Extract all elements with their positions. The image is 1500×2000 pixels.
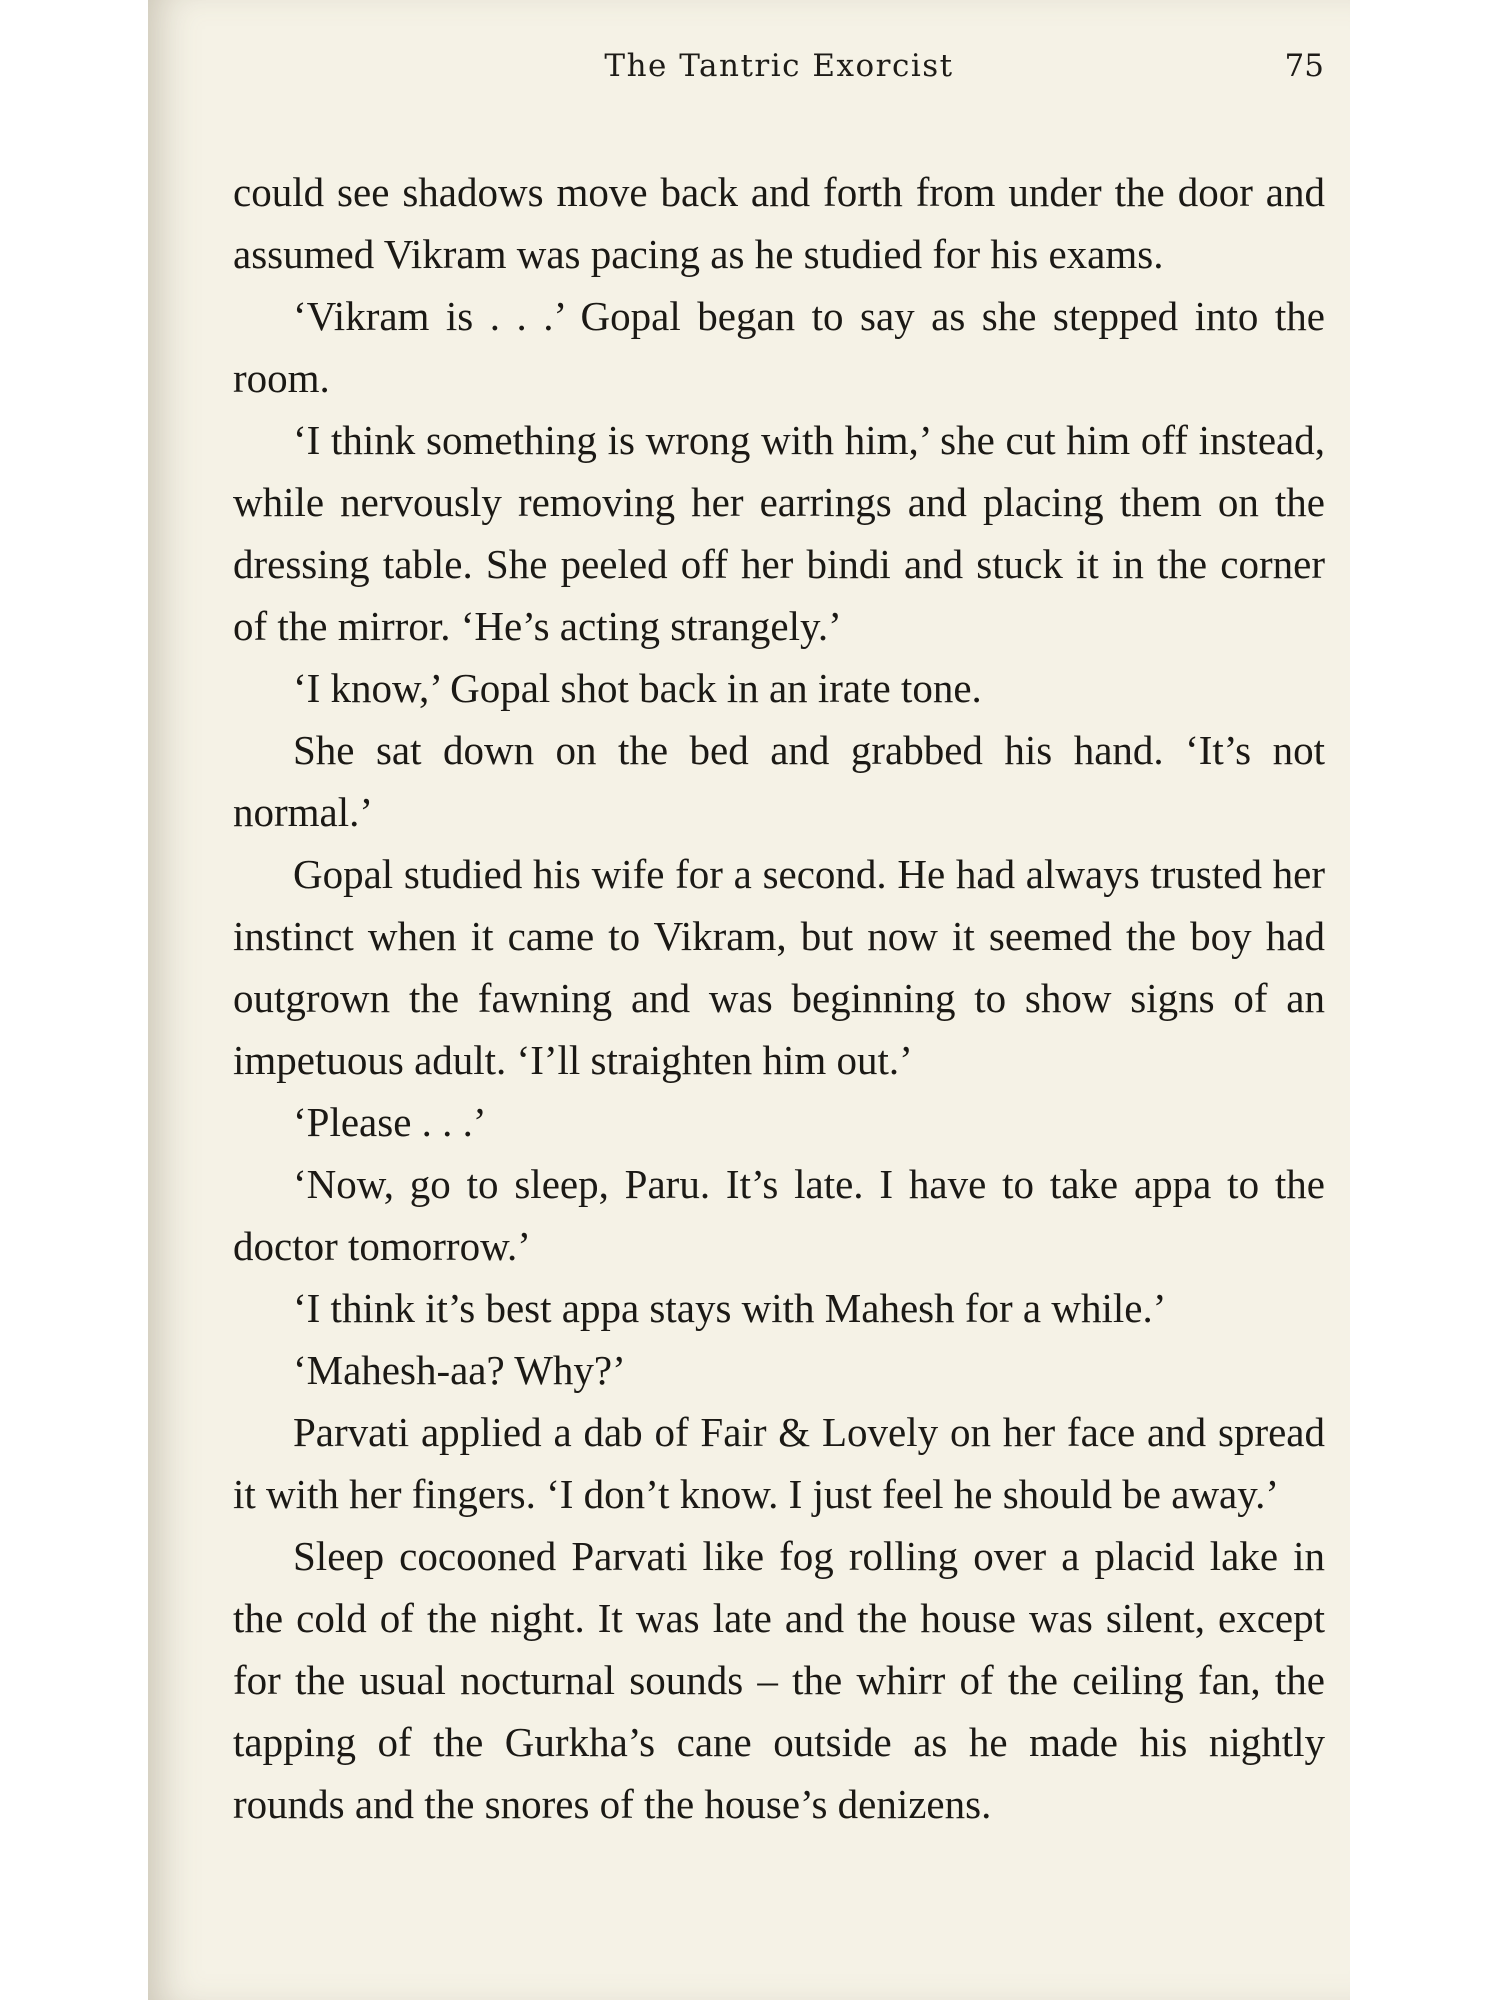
paragraph: ‘Please . . .’ (293, 1099, 487, 1145)
running-head (148, 48, 1350, 98)
paragraph: Sleep cocooned Parvati like fog rolling over a placid lake in the cold of the night. It was late and the house was silent, except for the usual nocturnal sounds – the whirr of the ceiling fan, the tapping of the Gurkha’s cane outside as he made his nightly rounds and the snores of the house’s denizens. (233, 1533, 1325, 1827)
paragraph: ‘Mahesh-aa? Why?’ (293, 1347, 626, 1393)
book-page (148, 0, 1350, 2000)
paragraph: ‘I know,’ Gopal shot back in an irate tone. (293, 665, 982, 711)
paragraph: Gopal studied his wife for a second. He had always trusted her instinct when it came to Vikram, but now it seemed the boy had outgrown the fawning and was beginning to show signs of an impetuous adult. ‘I’ll straighten him out.’ (233, 851, 1325, 1083)
paragraph: Parvati applied a dab of Fair & Lovely on her face and spread it with her fingers. ‘I don’t know. I just feel he should be away.’ (233, 1409, 1325, 1517)
body-text (233, 161, 1325, 1835)
paragraph: ‘Vikram is . . .’ Gopal began to say as she stepped into the room. (233, 293, 1325, 401)
page-number: 75 (1284, 48, 1324, 84)
running-title: The Tantric Exorcist (604, 48, 954, 84)
paragraph: She sat down on the bed and grabbed his hand. ‘It’s not normal.’ (233, 727, 1325, 835)
paragraph: ‘Now, go to sleep, Paru. It’s late. I have to take appa to the doctor tomorrow.’ (233, 1161, 1325, 1269)
paragraph: ‘I think something is wrong with him,’ she cut him off instead, while nervously removing her earrings and placing them on the dressing table. She peeled off her bindi and stuck it in the corner of the mirror. ‘He’s acting strangely.’ (233, 417, 1325, 649)
paragraph: ‘I think it’s best appa stays with Mahesh for a while.’ (293, 1285, 1167, 1331)
paragraph-continued: could see shadows move back and forth from under the door and assumed Vikram was pacing as he studied for his exams. (233, 169, 1325, 277)
